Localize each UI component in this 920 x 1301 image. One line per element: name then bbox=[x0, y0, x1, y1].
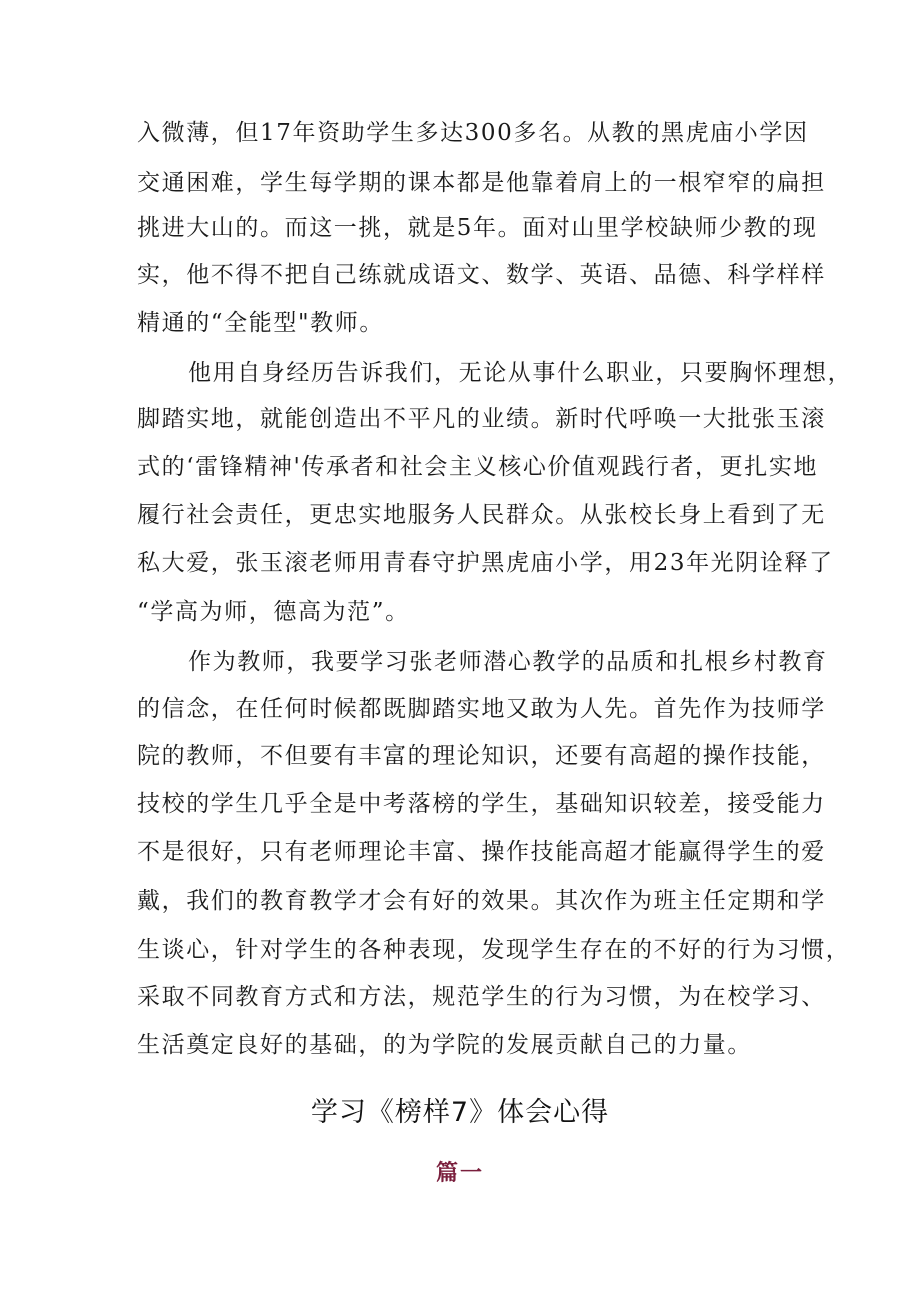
paragraph-1-line-1: 入微薄，但17年资助学生多达300多名。从教的黑虎庙小学因 bbox=[137, 120, 809, 146]
paragraph-3-line-5: 不是很好，只有老师理论丰富、操作技能高超才能赢得学生的爱 bbox=[137, 839, 826, 865]
paragraph-3-line-3: 院的教师，不但要有丰富的理论知识，还要有高超的操作技能， bbox=[137, 743, 826, 769]
paragraph-2-line-6: “学高为师，德高为范”。 bbox=[137, 599, 410, 625]
paragraph-1-line-5: 精通的“全能型"教师。 bbox=[137, 310, 384, 336]
paragraph-2-line-1: 他用自身经历告诉我们，无论从事什么职业，只要胸怀理想， bbox=[188, 360, 853, 386]
section-subtitle: 篇一 bbox=[435, 1160, 484, 1186]
paragraph-1-line-2: 交通困难，学生每学期的课本都是他靠着肩上的一根窄窄的扁担 bbox=[137, 170, 826, 196]
paragraph-3-line-7: 生谈心，针对学生的各种表现，发现学生存在的不好的行为习惯， bbox=[137, 937, 851, 963]
paragraph-3-line-9: 生活奠定良好的基础，的为学院的发展贡献自己的力量。 bbox=[137, 1032, 752, 1058]
paragraph-2-line-5: 私大爱，张玉滚老师用青春守护黑虎庙小学，用23年光阴诠释了 bbox=[137, 550, 834, 576]
paragraph-3-line-6: 戴，我们的教育教学才会有好的效果。其次作为班主任定期和学 bbox=[137, 888, 826, 914]
paragraph-2-line-3: 式的‘雷锋精神'传承者和社会主义核心价值观践行者，更扎实地 bbox=[137, 454, 819, 480]
paragraph-3-line-8: 采取不同教育方式和方法，规范学生的行为习惯，为在校学习、 bbox=[137, 984, 826, 1010]
section-title: 学习《榜样7》体会心得 bbox=[310, 1097, 610, 1128]
paragraph-3-line-2: 的信念，在任何时候都既脚踏实地又敢为人先。首先作为技师学 bbox=[137, 696, 826, 722]
paragraph-2-line-4: 履行社会责任，更忠实地服务人民群众。从张校长身上看到了无 bbox=[137, 502, 826, 528]
paragraph-3-line-4: 技校的学生几乎全是中考落榜的学生，基础知识较差，接受能力 bbox=[137, 791, 826, 817]
paragraph-1-line-4: 实，他不得不把自己练就成语文、数学、英语、品德、科学样样 bbox=[137, 262, 826, 288]
paragraph-3-line-1: 作为教师，我要学习张老师潜心教学的品质和扎根乡村教育 bbox=[188, 649, 828, 675]
paragraph-2-line-2: 脚踏实地，就能创造出不平凡的业绩。新时代呼唤一大批张玉滚 bbox=[137, 406, 826, 432]
paragraph-1-line-3: 挑进大山的。而这一挑，就是5年。面对山里学校缺师少教的现 bbox=[137, 215, 818, 241]
